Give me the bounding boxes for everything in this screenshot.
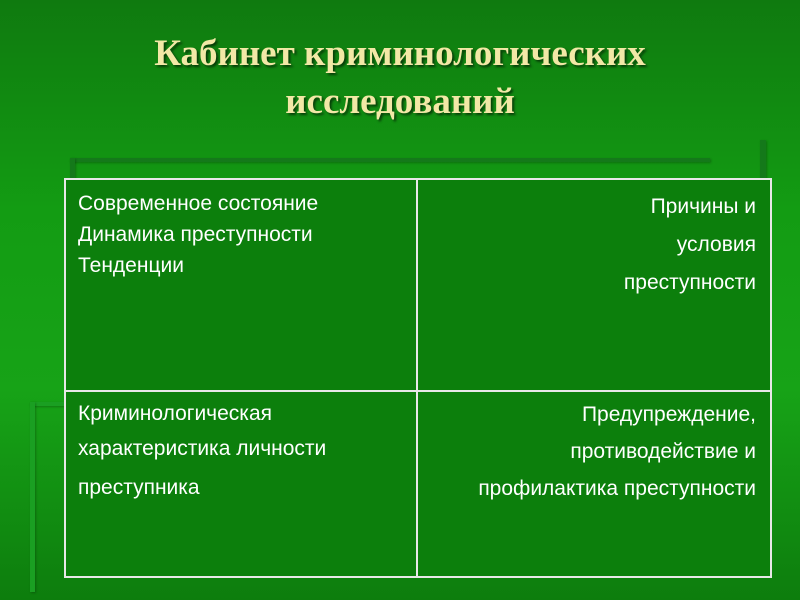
cell-text: Современное состояние	[78, 192, 319, 215]
content-table	[64, 178, 772, 578]
cell-bottom-left	[66, 392, 416, 576]
cell-text: условия	[676, 233, 756, 256]
cell-bottom-right	[418, 392, 770, 576]
cell-text: Тенденции	[78, 254, 184, 277]
decor-bar-top	[70, 158, 710, 162]
cell-text: Причины и	[650, 195, 756, 218]
decor-bar-right	[760, 140, 766, 180]
title-line-1: Кабинет криминологических	[154, 33, 646, 74]
decor-bar-low-left	[30, 402, 35, 592]
cell-text: Криминологическая характеристика личности	[78, 402, 327, 460]
cell-top-left	[66, 180, 416, 390]
title-line-2: исследований	[285, 81, 515, 122]
cell-text: преступности	[623, 271, 756, 294]
cell-text: Динамика преступности	[78, 223, 313, 246]
cell-top-right	[418, 180, 770, 390]
slide-title	[0, 30, 800, 126]
cell-text: Предупреждение, противодействие и профилактика преступности	[478, 403, 756, 500]
cell-text: преступника	[78, 476, 200, 499]
